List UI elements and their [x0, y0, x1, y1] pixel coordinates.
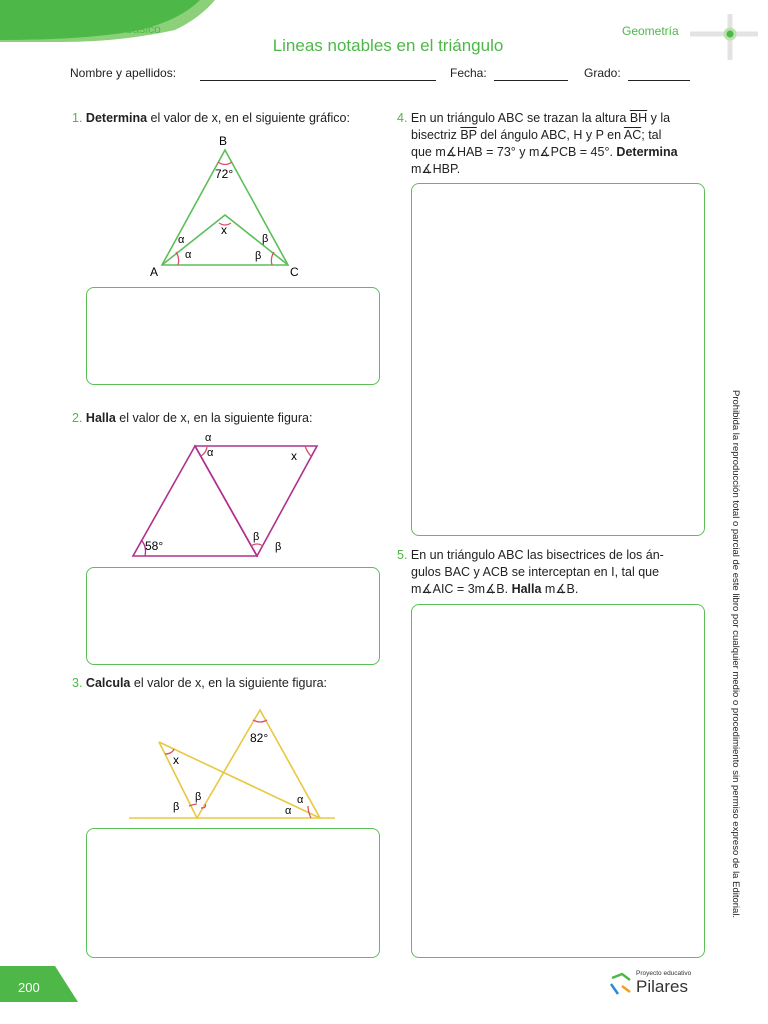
name-label: Nombre y apellidos: — [70, 66, 177, 80]
question-2: 2. Halla el valor de x, en la siguiente figura: — [72, 411, 313, 425]
q2-x: x — [291, 449, 297, 463]
segment-bh: $\overline{BH}$ — [629, 111, 648, 125]
question-4: 4. En un triángulo ABC se trazan la altura $\overline{BH}$ y la bisectriz $\overline{BP}$ del ángulo ABC, H y P en $\overline{AC}$; tal que m∡HAB = 73° y m∡PCB = 45°. Determina m∡HBP. — [397, 111, 678, 176]
q1-beta-1: β — [262, 233, 269, 245]
q1-x: x — [221, 223, 227, 237]
q1-angle-72: 72° — [215, 167, 234, 181]
q1-answer-box[interactable] — [86, 287, 380, 385]
name-field[interactable] — [200, 80, 436, 81]
segment-ac: $\overline{AC}$ — [623, 128, 642, 142]
q3-x: x — [173, 753, 179, 767]
subject-label: Geometría — [622, 24, 679, 38]
question-3: 3. Calcula el valor de x, en la siguiente figura: — [72, 676, 328, 690]
q2-beta-1: β — [253, 531, 260, 543]
q1-figure — [140, 130, 320, 280]
q2-alpha-1: α — [205, 432, 212, 444]
grade-label: Grado: — [584, 66, 621, 80]
q2-beta-2: β — [275, 541, 282, 553]
page-number-tab — [0, 966, 80, 1006]
brand-name: Pilares — [636, 977, 688, 996]
pilares-logo-icon — [608, 972, 634, 998]
q1-beta-2: β — [255, 250, 262, 262]
q4-answer-box[interactable] — [411, 183, 705, 536]
q1-label-C: C — [290, 265, 299, 279]
brand-tagline: Proyecto educativo — [636, 970, 692, 977]
q1-label-A: A — [150, 265, 159, 279]
q3-alpha-2: α — [285, 805, 292, 817]
q2-angle-58: 58° — [145, 539, 164, 553]
level-label: Nivel básico — [96, 22, 161, 36]
q1-label-B: B — [219, 134, 228, 148]
q3-figure — [125, 700, 340, 825]
question-1: 1. Determina el valor de x, en el siguiente gráfico: — [72, 111, 350, 125]
page-title: Lineas notables en el triángulo — [272, 36, 504, 55]
q2-answer-box[interactable] — [86, 567, 380, 665]
q5-verb: Halla — [511, 582, 542, 596]
page-number: 200 — [18, 980, 40, 995]
q1-alpha-1: α — [178, 234, 185, 246]
q3-answer-box[interactable] — [86, 828, 380, 958]
question-5: 5. En un triángulo ABC las bisectrices de los án- gulos BAC y ACB se interceptan en I, tal que m∡AIC = 3m∡B. Halla m∡B. — [397, 548, 664, 596]
date-field[interactable] — [494, 80, 568, 81]
q2-figure — [125, 428, 330, 563]
copyright-notice: Prohibida la reproducción total o parcial de este libro por cualquier medio o procedimiento sin permiso expreso de la Editorial. — [730, 390, 741, 919]
segment-bp: $\overline{BP}$ — [460, 128, 477, 142]
q3-beta-1: β — [173, 801, 180, 813]
q3-alpha-1: α — [297, 794, 304, 806]
q3-verb: Calcula — [85, 676, 131, 690]
q4-verb: Determina — [616, 145, 678, 159]
q1-verb: Determina — [85, 111, 148, 125]
grade-field[interactable] — [628, 80, 690, 81]
q3-angle-82: 82° — [250, 731, 269, 745]
q2-alpha-2: α — [207, 447, 214, 459]
q3-beta-2: β — [195, 791, 202, 803]
q2-verb: Halla — [85, 411, 116, 425]
q5-answer-box[interactable] — [411, 604, 705, 958]
q1-alpha-2: α — [185, 249, 192, 261]
date-label: Fecha: — [450, 66, 487, 80]
